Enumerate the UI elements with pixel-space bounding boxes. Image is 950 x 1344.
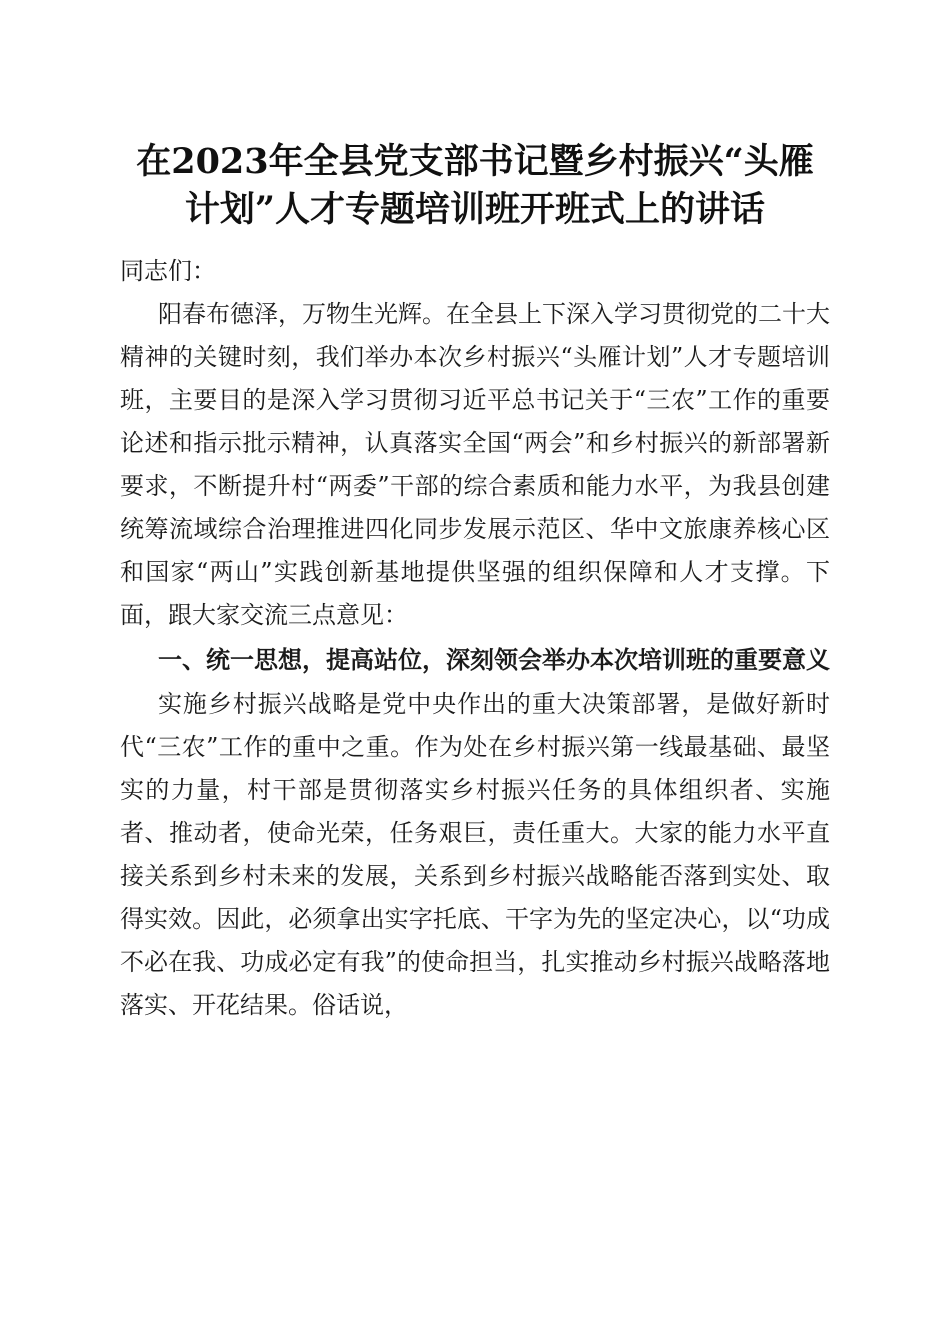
document-title bbox=[100, 138, 850, 234]
paragraph-intro: 阳春布德泽，万物生光辉。在全县上下深入学习贯彻党的二十大精神的关键时刻，我们举办本次乡村振兴“头雁计划”人才专题培训班，主要目的是深入学习贯彻习近平总书记关于“三农”工作的重要论述和指示批示精神，认真落实全国“两会”和乡村振兴的新部署新要求，不断提升村“两委”干部的综合素质和能力水平，为我县创建统筹流域综合治理推进四化同步发展示范区、华中文旅康养核心区和国家“两山”实践创新基地提供坚强的组织保障和人才支撑。下面，跟大家交流三点意见： bbox=[120, 300, 830, 629]
title-line-2: 计划”人才专题培训班开班式上的讲话 bbox=[184, 189, 766, 230]
salutation: 同志们： bbox=[120, 257, 216, 285]
section-heading-1: 一、统一思想，提高站位，深刻领会举办本次培训班的重要意义 bbox=[158, 646, 830, 674]
title-line-1: 在2023年全县党支部书记暨乡村振兴“头雁 bbox=[136, 141, 814, 182]
paragraph-section-1: 实施乡村振兴战略是党中央作出的重大决策部署，是做好新时代“三农”工作的重中之重。作为处在乡村振兴第一线最基础、最坚实的力量，村干部是贯彻落实乡村振兴任务的具体组织者、实施者、推动者，使命光荣，任务艰巨，责任重大。大家的能力水平直接关系到乡村未来的发展，关系到乡村振兴战略能否落到实处、取得实效。因此，必须拿出实字托底、干字为先的坚定决心，以“功成不必在我、功成必定有我”的使命担当，扎实推动乡村振兴战略落地落实、开花结果。俗话说， bbox=[120, 690, 830, 1019]
document-body bbox=[120, 250, 830, 1027]
